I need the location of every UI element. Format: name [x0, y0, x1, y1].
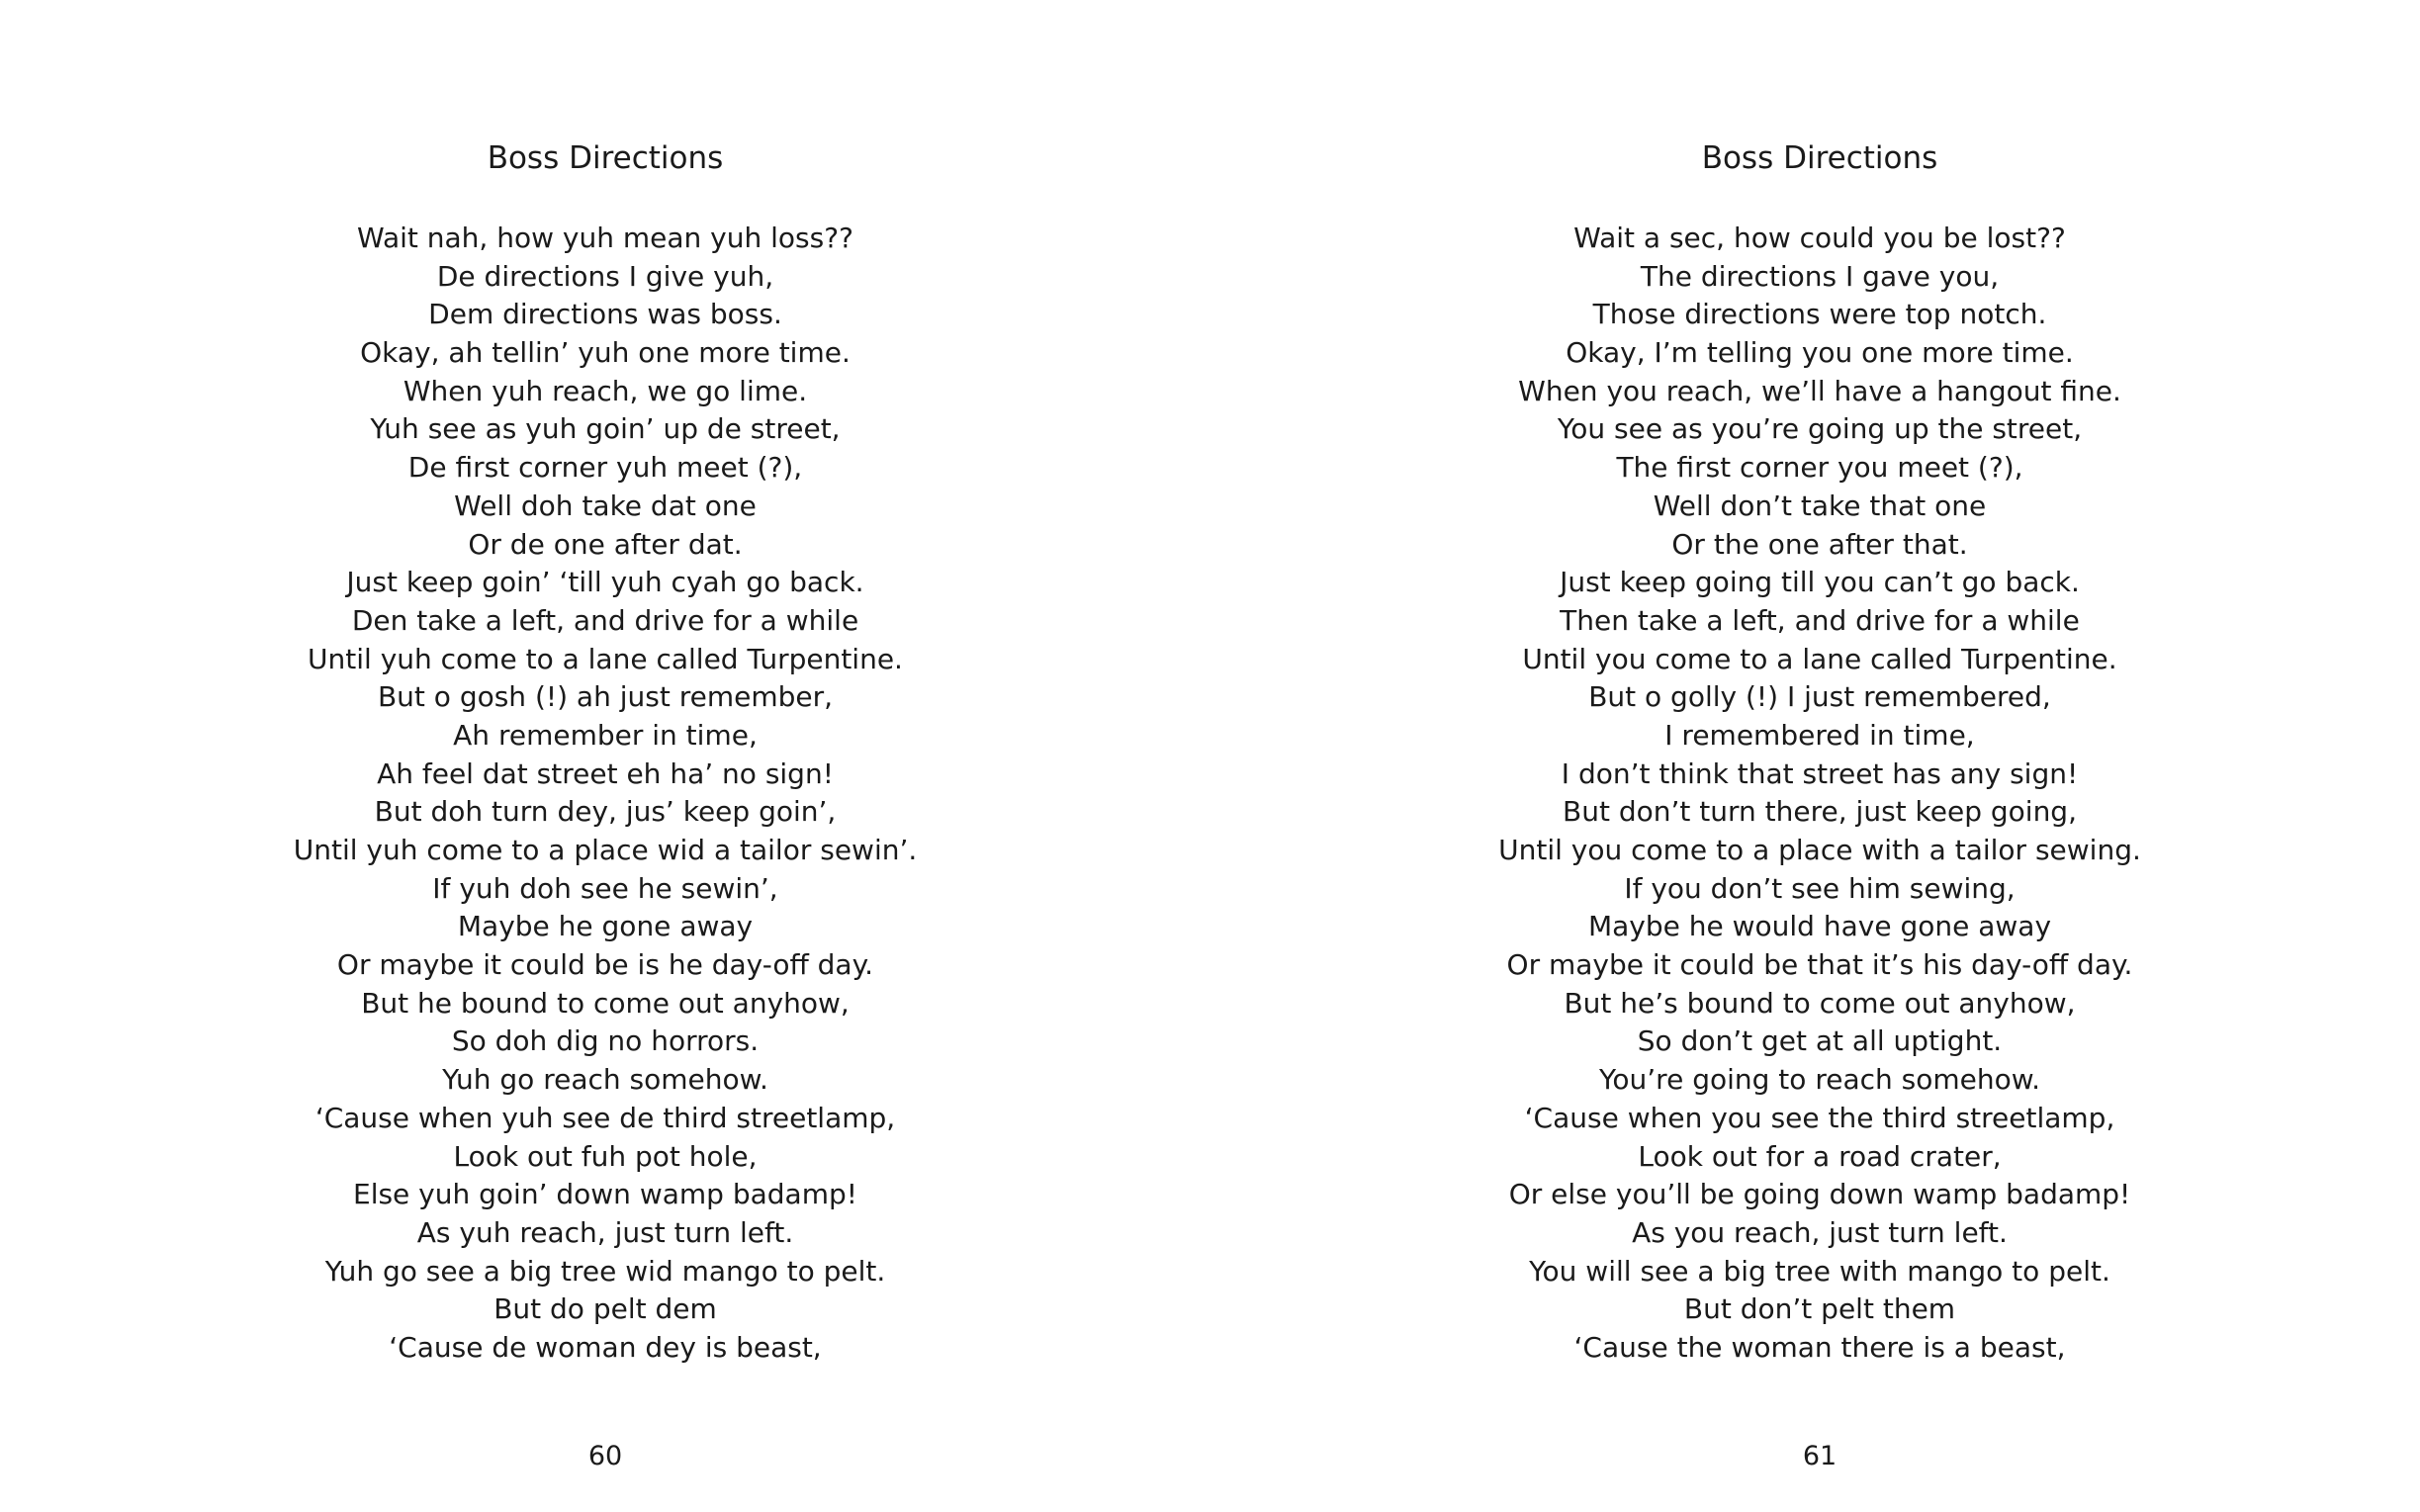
poem-line: As you reach, just turn left.	[1632, 1215, 2008, 1249]
poem-line: ‘Cause the woman there is a beast,	[1573, 1330, 2066, 1364]
poem-line: Else yuh goin’ down wamp badamp!	[353, 1178, 857, 1211]
poem-line: Look out for a road crater,	[1638, 1139, 2002, 1173]
poem-line: But o gosh (!) ah just remember,	[377, 680, 834, 714]
poem-line: Or maybe it could be is he day-off day.	[336, 948, 874, 982]
poem-line: Until yuh come to a place wid a tailor sewin’.	[293, 834, 918, 866]
poem-line: Those directions were top notch.	[1592, 298, 2047, 331]
poem-line: But he’s bound to come out anyhow,	[1564, 986, 2076, 1020]
poem-lines	[1276, 220, 2364, 1368]
poem-line: ‘Cause when you see the third streetlamp,	[1524, 1101, 2115, 1134]
poem-line: Until you come to a place with a tailor sewing.	[1498, 834, 2141, 866]
poem-line: Just keep going till you can’t go back.	[1560, 566, 2080, 599]
poem-line: Yuh see as yuh goin’ up de street,	[370, 412, 841, 446]
poem-line: But he bound to come out anyhow,	[361, 986, 850, 1020]
poem-line: De directions I give yuh,	[436, 259, 774, 293]
poem-title: Boss Directions	[487, 140, 724, 176]
poem-line: Just keep goin’ ‘till yuh cyah go back.	[346, 566, 864, 599]
poem-line: But o golly (!) I just remembered,	[1588, 680, 2051, 714]
poem-line: Well don’t take that one	[1653, 489, 1987, 522]
page-number: 60	[587, 1441, 623, 1471]
poem-line: If yuh doh see he sewin’,	[432, 871, 778, 905]
poem-line: Yuh go see a big tree wid mango to pelt.	[324, 1254, 886, 1288]
poem-line: Or maybe it could be that it’s his day-off day.	[1506, 948, 2133, 982]
poem-line: Yuh go reach somehow.	[442, 1063, 768, 1097]
poem-line: You will see a big tree with mango to pelt.	[1529, 1254, 2110, 1288]
poem-line: So don’t get at all uptight.	[1637, 1024, 2003, 1058]
poem-line: Ah remember in time,	[453, 718, 758, 752]
poem-line: Look out fuh pot hole,	[453, 1139, 758, 1173]
poem-line: I don’t think that street has any sign!	[1561, 756, 2079, 790]
poem-line: The directions I gave you,	[1640, 259, 2000, 293]
poem-line: So doh dig no horrors.	[451, 1024, 760, 1058]
poem-line: When yuh reach, we go lime.	[403, 374, 808, 407]
poem-line: But doh turn dey, jus’ keep goin’,	[374, 795, 837, 829]
poem-lines	[61, 220, 1149, 1368]
poem-line: Or else you’ll be going down wamp badamp!	[1508, 1178, 2131, 1211]
poem-line: As yuh reach, just turn left.	[416, 1215, 794, 1249]
poem-line: Then take a left, and drive for a while	[1560, 603, 2080, 637]
poem-line: When you reach, we’ll have a hangout fine.	[1518, 374, 2121, 407]
right-page	[1276, 0, 2364, 1512]
poem-line: Okay, ah tellin’ yuh one more time.	[360, 336, 851, 370]
poem-line: Dem directions was boss.	[428, 298, 782, 331]
poem-line: You see as you’re going up the street,	[1557, 412, 2083, 446]
poem-line: Or the one after that.	[1671, 527, 1968, 561]
poem-line: Until yuh come to a lane called Turpentine.	[308, 642, 903, 675]
poem-title: Boss Directions	[1701, 140, 1938, 176]
poem-line: De first corner yuh meet (?),	[407, 451, 803, 485]
poem-line: Or de one after dat.	[468, 527, 743, 561]
poem-line: Okay, I’m telling you one more time.	[1566, 336, 2074, 370]
poem-line: Well doh take dat one	[454, 489, 757, 522]
poem-line: Wait nah, how yuh mean yuh loss??	[357, 222, 853, 254]
poem-line: Maybe he gone away	[457, 910, 754, 943]
poem-line: You’re going to reach somehow.	[1599, 1063, 2040, 1097]
poem-line: ‘Cause when yuh see de third streetlamp,	[314, 1101, 896, 1134]
poem-line: But don’t turn there, just keep going,	[1563, 795, 2077, 829]
poem-line: Ah feel dat street eh ha’ no sign!	[377, 756, 834, 790]
poem-line: ‘Cause de woman dey is beast,	[389, 1330, 822, 1364]
poem-line: Wait a sec, how could you be lost??	[1573, 222, 2066, 254]
page-number: 61	[1802, 1441, 1837, 1471]
poem-line: The first corner you meet (?),	[1616, 451, 2023, 485]
poem-line: If you don’t see him sewing,	[1624, 871, 2016, 905]
poem-line: But don’t pelt them	[1683, 1292, 1956, 1326]
poem-line: I remembered in time,	[1664, 718, 1975, 752]
poem-line: But do pelt dem	[493, 1292, 717, 1326]
poem-line: Den take a left, and drive for a while	[351, 603, 859, 637]
left-page	[61, 0, 1149, 1512]
poem-line: Until you come to a lane called Turpentine.	[1522, 642, 2117, 675]
poem-line: Maybe he would have gone away	[1587, 910, 2052, 943]
